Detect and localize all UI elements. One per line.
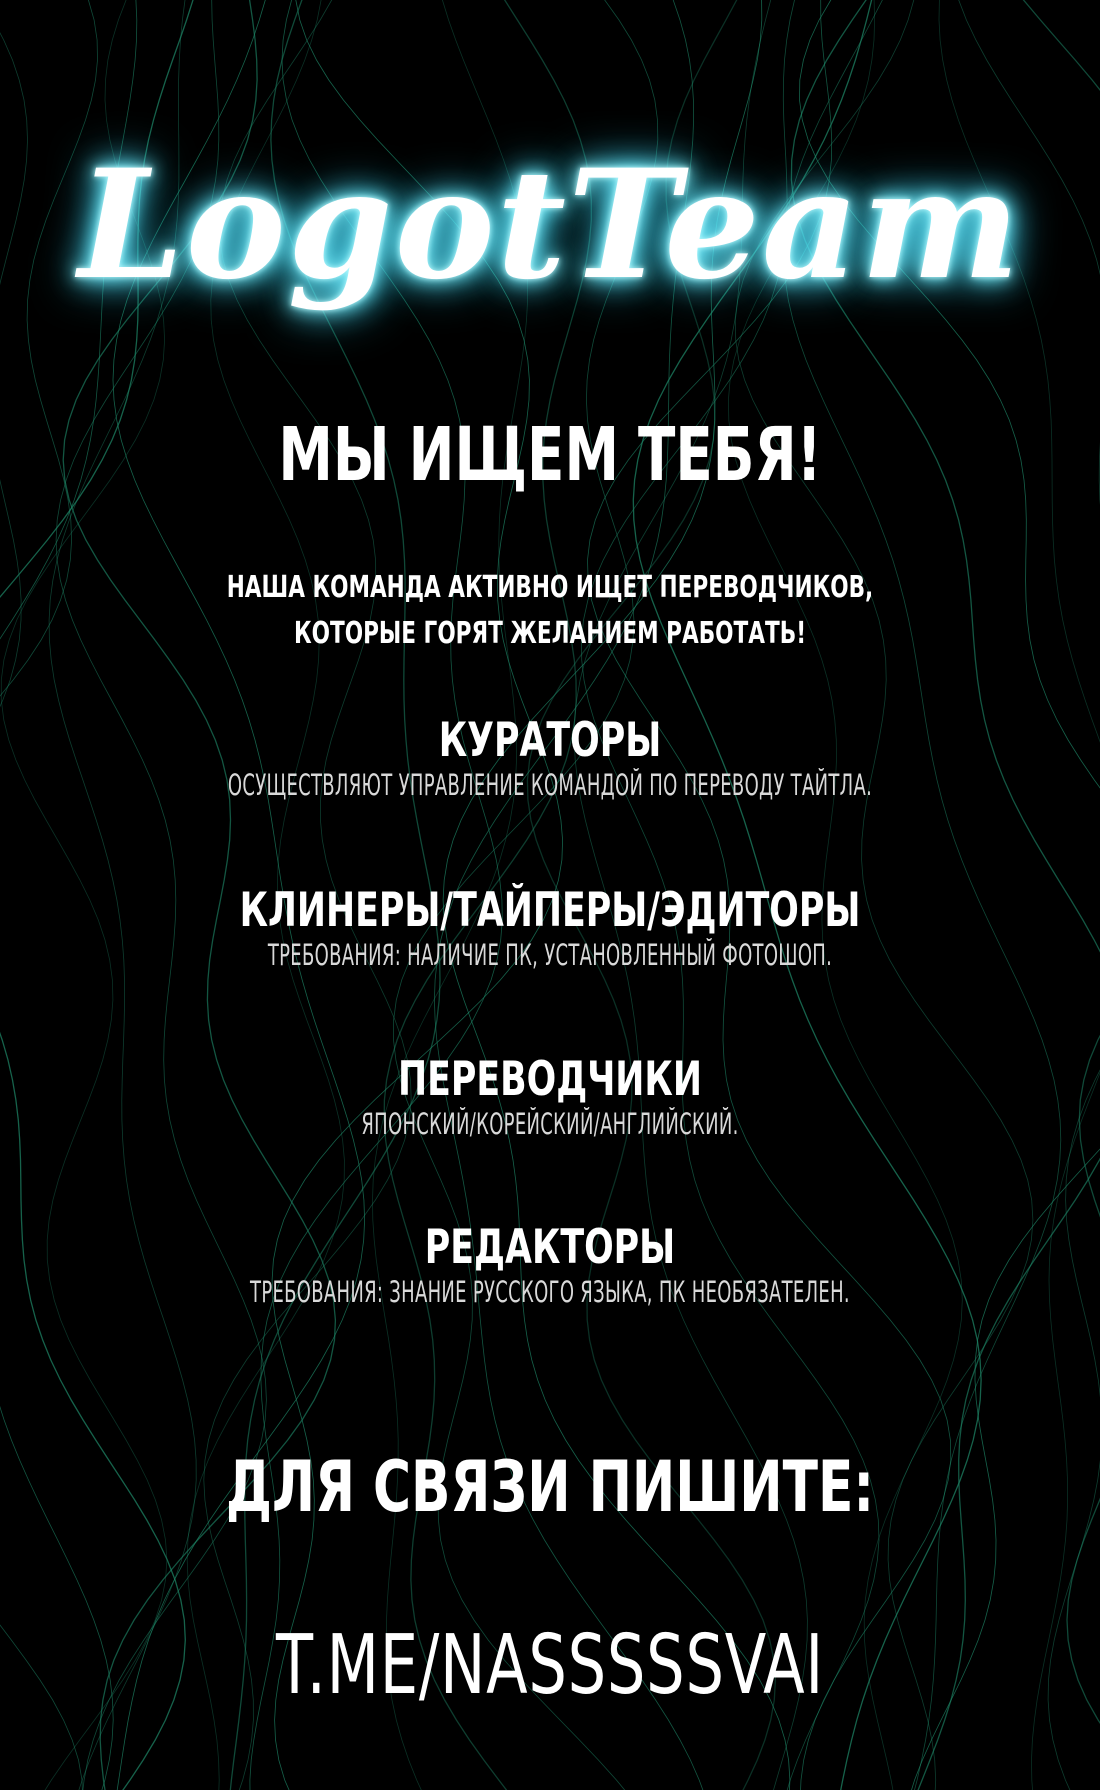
role-translators — [0, 1054, 1100, 1142]
intro-line-1: НАША КОМАНДА АКТИВНО ИЩЕТ ПЕРЕВОДЧИКОВ, — [226, 570, 874, 605]
role-proofreaders — [0, 1222, 1100, 1310]
role-description: ТРЕБОВАНИЯ: НАЛИЧИЕ ПК, УСТАНОВЛЕННЫЙ ФОТОШОП. — [267, 938, 833, 972]
contact-link[interactable]: T.ME/NASSSSSVAI — [276, 1618, 824, 1713]
intro-line-2: КОТОРЫЕ ГОРЯТ ЖЕЛАНИЕМ РАБОТАТЬ! — [293, 616, 807, 651]
role-title: КУРАТОРЫ — [438, 713, 662, 768]
role-curators — [0, 715, 1100, 803]
logo-title: LogotTeam — [78, 137, 1022, 313]
role-description: ЯПОНСКИЙ/КОРЕЙСКИЙ/АНГЛИЙСКИЙ. — [361, 1107, 739, 1141]
role-description: ТРЕБОВАНИЯ: ЗНАНИЕ РУССКОГО ЯЗЫКА, ПК НЕОБЯЗАТЕЛЕН. — [250, 1275, 850, 1309]
intro-text — [154, 565, 946, 657]
role-title: ПЕРЕВОДЧИКИ — [398, 1052, 702, 1107]
role-title: РЕДАКТОРЫ — [424, 1220, 676, 1275]
role-cleaners-typers-editors — [0, 885, 1100, 973]
role-description: ОСУЩЕСТВЛЯЮТ УПРАВЛЕНИЕ КОМАНДОЙ ПО ПЕРЕВОДУ ТАЙТЛА. — [227, 768, 873, 802]
headline: МЫ ИЩЕМ ТЕБЯ! — [278, 412, 822, 498]
contact-heading: ДЛЯ СВЯЗИ ПИШИТЕ: — [225, 1446, 875, 1528]
role-title: КЛИНЕРЫ/ТАЙПЕРЫ/ЭДИТОРЫ — [239, 883, 861, 938]
